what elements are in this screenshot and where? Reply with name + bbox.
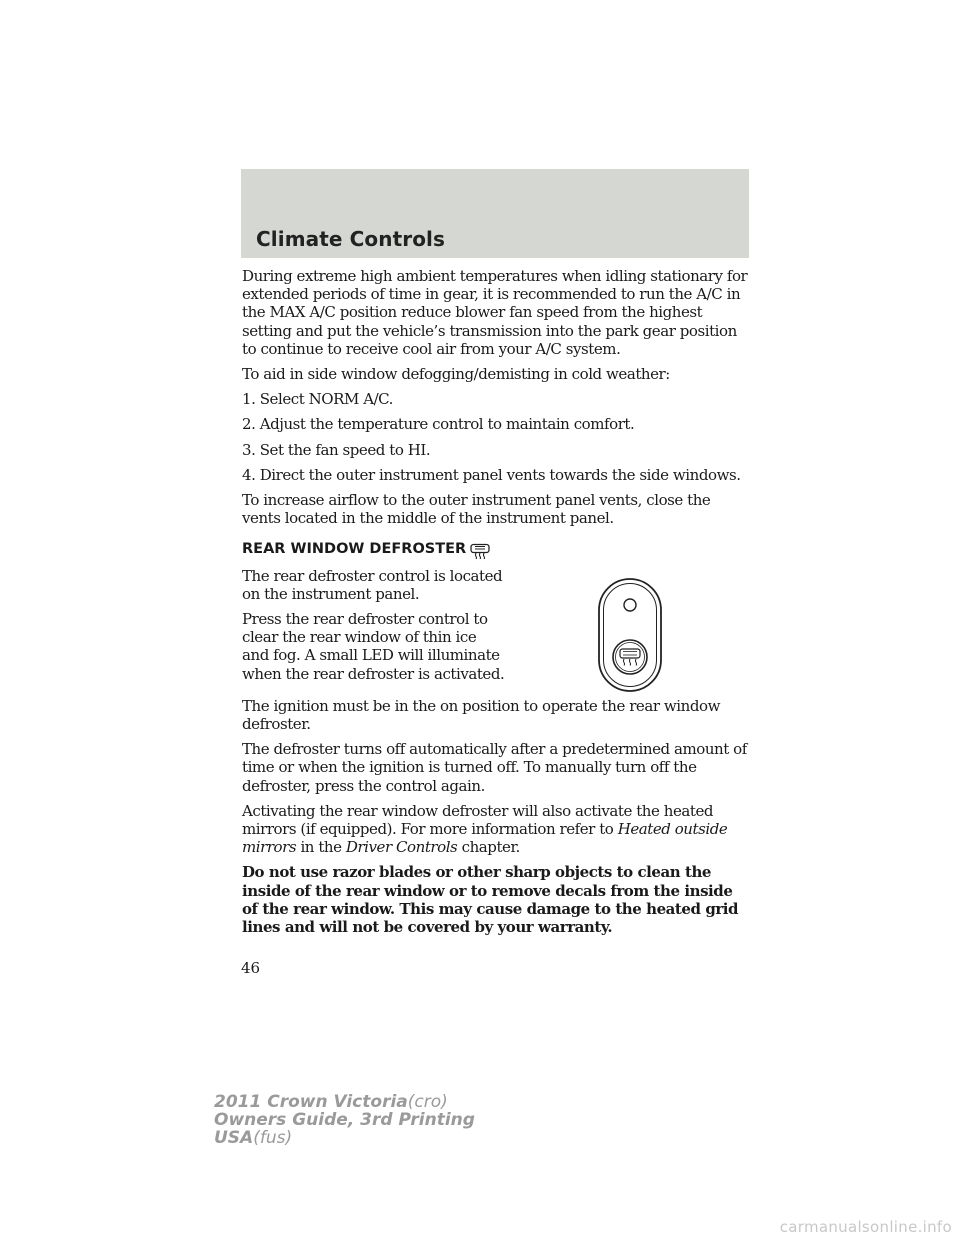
footer-model: 2011 Crown Victoria: [214, 1092, 408, 1112]
heated-mirrors-reference: Heated outside mirrors: [242, 820, 728, 857]
footer-line-3: [214, 1129, 475, 1147]
defroster-usage-paragraph: Press the rear defroster control to clear the rear window of thin ice and fog. A small LED will illuminate when the rear defroster is activated.: [242, 610, 505, 683]
airflow-paragraph: To increase airflow to the outer instrument panel vents, close the vents located in the middle of the instrument panel.: [242, 491, 711, 528]
footer-model-code: (cro): [407, 1092, 448, 1112]
chapter-title: Climate Controls: [256, 227, 445, 251]
footer-market: USA: [214, 1128, 254, 1148]
page-number: 46: [241, 959, 261, 977]
rear-defroster-heading-text: REAR WINDOW DEFROSTER: [242, 541, 467, 558]
watermark: carmanualsonline.info: [779, 1218, 952, 1236]
footer-market-code: (fus): [253, 1128, 293, 1148]
heated-mirrors-paragraph: [242, 802, 750, 857]
step-3: 3. Set the fan speed to HI.: [242, 440, 431, 459]
footer-line-1: [214, 1093, 475, 1111]
defroster-block: [242, 567, 750, 683]
mirrors-prefix: Activating the rear window defroster will also activate the heated mirrors (if equipped). For more information refer to: [242, 801, 714, 839]
step-2: 2. Adjust the temperature control to maintain comfort.: [242, 415, 635, 434]
defog-intro-paragraph: To aid in side window defogging/demisting in cold weather:: [242, 365, 670, 384]
hot-idle-paragraph: During extreme high ambient temperatures when idling stationary for extended periods of time in gear, it is recommended to run the A/C in the MAX A/C position reduce blower fan speed from the highest setting and put the vehicle’s transmission into the park gear position to continue to receive cool air from your A/C system.: [242, 267, 748, 358]
mirrors-mid: in the: [300, 838, 342, 857]
defroster-location-paragraph: The rear defroster control is located on the instrument panel.: [242, 566, 503, 603]
defroster-control-illustration: [596, 576, 664, 694]
rear-defrost-icon: [469, 543, 491, 559]
step-1: 1. Select NORM A/C.: [242, 390, 393, 409]
ignition-paragraph: The ignition must be in the on position to operate the rear window defroster.: [242, 696, 720, 734]
mirrors-suffix: chapter.: [461, 838, 520, 857]
driver-controls-reference: Driver Controls: [345, 838, 458, 857]
footer-line-2: Owners Guide, 3rd Printing: [214, 1110, 475, 1130]
step-4: 4. Direct the outer instrument panel vents towards the side windows.: [242, 465, 741, 484]
document-footer: [214, 1093, 475, 1147]
page-content: [242, 267, 750, 943]
warning-paragraph: Do not use razor blades or other sharp objects to clean the inside of the rear window or to remove decals from the inside of the rear window. This may cause damage to the heated grid lines and will not be covered by your warranty.: [242, 863, 739, 937]
defroster-text-column: [242, 567, 507, 683]
rear-defroster-heading: [242, 540, 750, 558]
auto-off-paragraph: The defroster turns off automatically after a predetermined amount of time or when the ignition is turned off. To manually turn off the defroster, press the control again.: [242, 740, 747, 795]
